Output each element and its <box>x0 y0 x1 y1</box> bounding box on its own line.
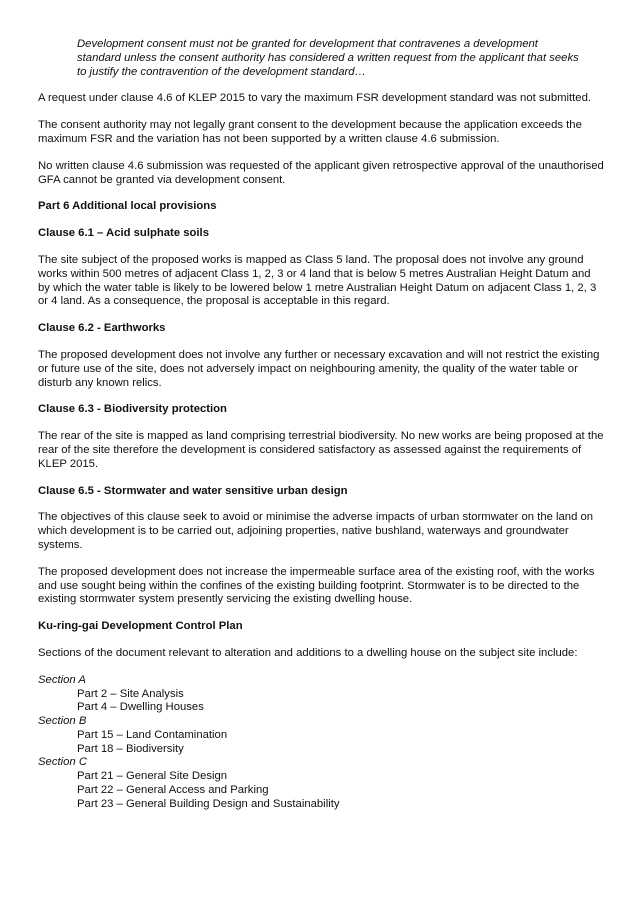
section-a-title: Section A <box>38 673 86 686</box>
paragraph-consent-authority: The consent authority may not legally grant consent to the development because the application exceeds the maximum FSR and the variation has not been supported by a written clause 4.6 submission. <box>38 119 582 145</box>
paragraph-clause-6-2: The proposed development does not involve any further or necessary excavation and will not restrict the existing or future use of the site, does not adversely impact on neighbouring amenity, the quality of the water table or disturb any known relics. <box>38 348 600 389</box>
paragraph-clause-6-3: The rear of the site is mapped as land comprising terrestrial biodiversity. No new works are being proposed at the rear of the site therefore the development is considered satisfactory as assessed against the requirements of KLEP 2015. <box>38 430 604 470</box>
section-b-item: Part 15 – Land Contamination <box>77 728 228 741</box>
paragraph-dcp-intro: Sections of the document relevant to alteration and additions to a dwelling house on the subject site include: <box>38 646 578 659</box>
dcp-sections-list <box>38 674 604 812</box>
section-c-title: Section C <box>38 756 87 769</box>
document-page <box>38 38 604 812</box>
section-c-item: Part 23 – General Building Design and Sustainability <box>77 797 340 810</box>
heading-clause-6-5: Clause 6.5 - Stormwater and water sensitive urban design <box>38 484 348 497</box>
heading-clause-6-3: Clause 6.3 - Biodiversity protection <box>38 403 227 416</box>
section-b-title: Section B <box>38 715 87 728</box>
section-b-item: Part 18 – Biodiversity <box>77 742 184 755</box>
paragraph-clause-6-1: The site subject of the proposed works is mapped as Class 5 land. The proposal does not involve any ground works within 500 metres of adjacent Class 1, 2, 3 or 4 land that is below 5 metres Australian Height Datum and by which the water table is likely to be lowered below 1 metre Australian Height Datum on adjacent Class 1, 2, 3 or 4 land. As a consequence, the proposal is acceptable in this regard. <box>38 253 597 308</box>
heading-clause-6-1: Clause 6.1 – Acid sulphate soils <box>38 227 209 240</box>
section-c-item: Part 22 – General Access and Parking <box>77 784 269 797</box>
paragraph-clause-4-6-request: A request under clause 4.6 of KLEP 2015 to vary the maximum FSR development standard was not submitted. <box>38 92 592 105</box>
heading-clause-6-2: Clause 6.2 - Earthworks <box>38 322 166 335</box>
paragraph-clause-6-5-objectives: The objectives of this clause seek to avoid or minimise the adverse impacts of urban stormwater on the land on which development is to be carried out, adjoining properties, native bushland, waterways and groundwater systems. <box>38 511 594 551</box>
section-c-item: Part 21 – General Site Design <box>77 770 228 783</box>
section-a-item: Part 2 – Site Analysis <box>77 687 184 700</box>
section-a-item: Part 4 – Dwelling Houses <box>77 701 204 714</box>
heading-dcp: Ku-ring-gai Development Control Plan <box>38 620 243 633</box>
heading-part-6: Part 6 Additional local provisions <box>38 200 217 213</box>
paragraph-no-submission: No written clause 4.6 submission was requested of the applicant given retrospective approval of the unauthorised GFA cannot be granted via development consent. <box>38 159 604 186</box>
legislation-quote: Development consent must not be granted for development that contravenes a development standard unless the consent authority has considered a written request from the applicant that seeks to justify the contravention of the development standard… <box>77 38 579 78</box>
paragraph-clause-6-5-assessment: The proposed development does not increase the impermeable surface area of the existing roof, with the works and use sought being within the confines of the existing building footprint. Stormwater is to be directed to the existing stormwater system presently servicing the existing dwelling house. <box>38 565 595 606</box>
